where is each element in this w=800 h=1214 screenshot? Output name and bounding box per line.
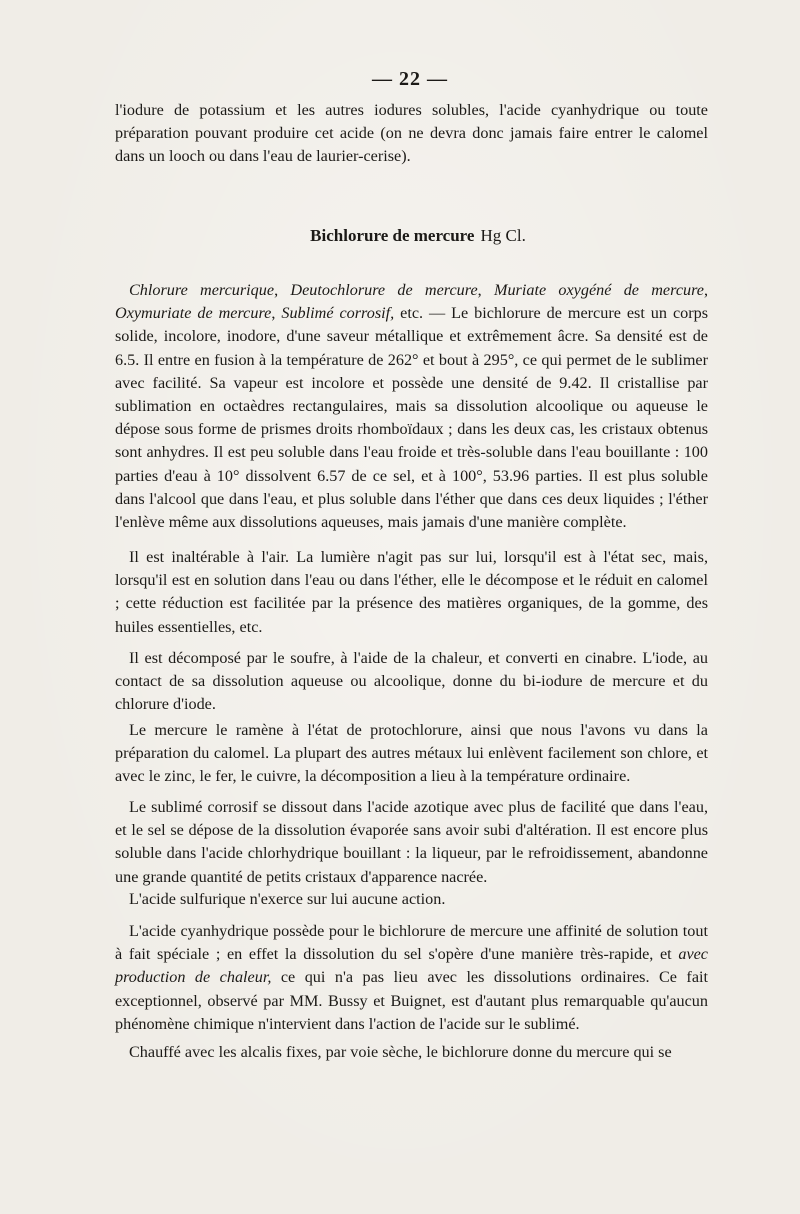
cyanhydric-part-2: ce qui n'a pas lieu avec les dissolutions ordinaires. Ce fait exceptionnel, observé par MM. Bussy et Buignet, est d'autant plus remarquable qu'aucun phénomène chimique n'intervient dans l'action de l'acide sur le sublimé. [115,968,708,1033]
section-heading [18,226,800,246]
paragraph-cyanhydric [115,920,708,1036]
paragraph-light: Il est inaltérable à l'air. La lumière n'agit pas sur lui, lorsqu'il est à l'état sec, mais, lorsqu'il est en solution dans l'eau ou dans l'éther, elle le décompose et le réduit en calomel ; cette réduction est facilitée par la présence des matières organiques, de la gomme, des huiles essentielles, etc. [115,548,708,636]
synonym-3: Muriate oxygéné de mercure [493,281,704,299]
paragraph-metals: Le mercure le ramène à l'état de protochlorure, ainsi que nous l'avons vu dans la préparation du calomel. La plupart des autres métaux lui enlèvent facilement son chlore, et avec le zinc, le fer, le cuivre, la décomposition a lieu à la température ordinaire. [115,721,708,786]
paragraph-sulfuric: L'acide sulfurique n'exerce sur lui aucune action. [129,890,446,908]
synonyms-paragraph: Chlorure mercurique, Deutochlorure de mercure, Muriate oxygéné de mercure, Oxymuriate de mercure, Sublimé corrosif, etc. — Le bichlorure de mercure est un corps solide, incolore, inodore, d'une saveur métallique et extrêmement âcre. Sa densité est de 6.5. Il entre en fusion à la température de 262° et bout à 295°, ce qui permet de le sublimer avec facilité. Sa vapeur est incolore et possède une densité de 9.42. Il cristallise par sublimation en octaèdres rectangulaires, mais sa dissolution alcoolique ou aqueuse le dépose sous forme de prismes droits rhomboïdaux ; dans les deux cas, les cristaux obtenus sont anhydres. Il est peu soluble dans l'eau froide et très-soluble dans l'eau bouillante : 100 parties d'eau à 10° dissolvent 6.57 de ce sel, et à 100°, 53.96 parties. Il est plus soluble dans l'alcool que dans l'eau, et plus soluble dans l'éther que dans ces deux liquides ; l'éther l'enlève même aux dissolutions aqueuses, mais jamais d'une manière complète. [115,281,709,532]
synonym-2: Deutochlorure de mercure [290,281,478,299]
page-number: — 22 — [372,68,448,90]
cyanhydric-part-1: L'acide cyanhydrique possède pour le bichlorure de mercure une affinité de solution tout à fait spéciale ; en effet la dissolution du sel s'opère d'une manière très-rapide, et [115,922,708,964]
synonym-4: Oxymuriate de mercure [115,304,272,323]
heading-title: Bichlorure de mercure [310,226,475,245]
intro-paragraph: l'iodure de potassium et les autres iodures solubles, l'acide cyanhydrique ou toute préparation pouvant produire cet acide (on ne devra donc jamais faire entrer le calomel dans un looch ou dans l'eau de laurier-cerise). [115,101,708,166]
paragraph-alkali: Chauffé avec les alcalis fixes, par voie sèche, le bichlorure donne du mercure qui se [129,1043,672,1061]
synonyms-description: etc. — Le bichlorure de mercure est un corps solide, incolore, inodore, d'une saveur métallique et extrêmement âcre. Sa densité est de 6.5. Il entre en fusion à la température de 262° et bout à 295°, ce qui permet de le sublimer avec facilité. Sa vapeur est incolore et possède une densité de 9.42. Il cristallise par sublimation en octaèdres rectangulaires, mais sa dissolution alcoolique ou aqueuse le dépose sous forme de prismes droits rhomboïdaux ; dans les deux cas, les cristaux obtenus sont anhydres. Il est peu soluble dans l'eau froide et très-soluble dans l'eau bouillante : 100 parties d'eau à 10° dissolvent 6.57 de ce sel, et à 100°, 53.96 parties. Il est plus soluble dans l'alcool que dans l'eau, et plus soluble dans l'éther que dans ces deux liquides ; l'éther l'enlève même aux dissolutions aqueuses, mais jamais d'une manière complète. [115,304,709,532]
paragraph-sulfur: Il est décomposé par le soufre, à l'aide de la chaleur, et converti en cinabre. L'iode, au contact de sa dissolution aqueuse ou alcoolique, donne du bi-iodure de mercure et du chlorure d'iode. [115,649,708,714]
heading-formula: Hg Cl. [480,226,526,245]
cyanhydric-emphasis: avec production de chaleur, [115,945,708,987]
synonym-5: Sublimé corrosif, [281,304,395,323]
paragraph-nitric: Le sublimé corrosif se dissout dans l'acide azotique avec plus de facilité que dans l'eau, et le sel se dépose de la dissolution évaporée sans avoir subi d'altération. Il est encore plus soluble dans l'acide chlorhydrique bouillant : la liqueur, par le refroidissement, abandonne une grande quantité de petits cristaux d'apparence nacrée. [115,798,708,886]
synonym-1: Chlorure mercurique [129,281,275,299]
